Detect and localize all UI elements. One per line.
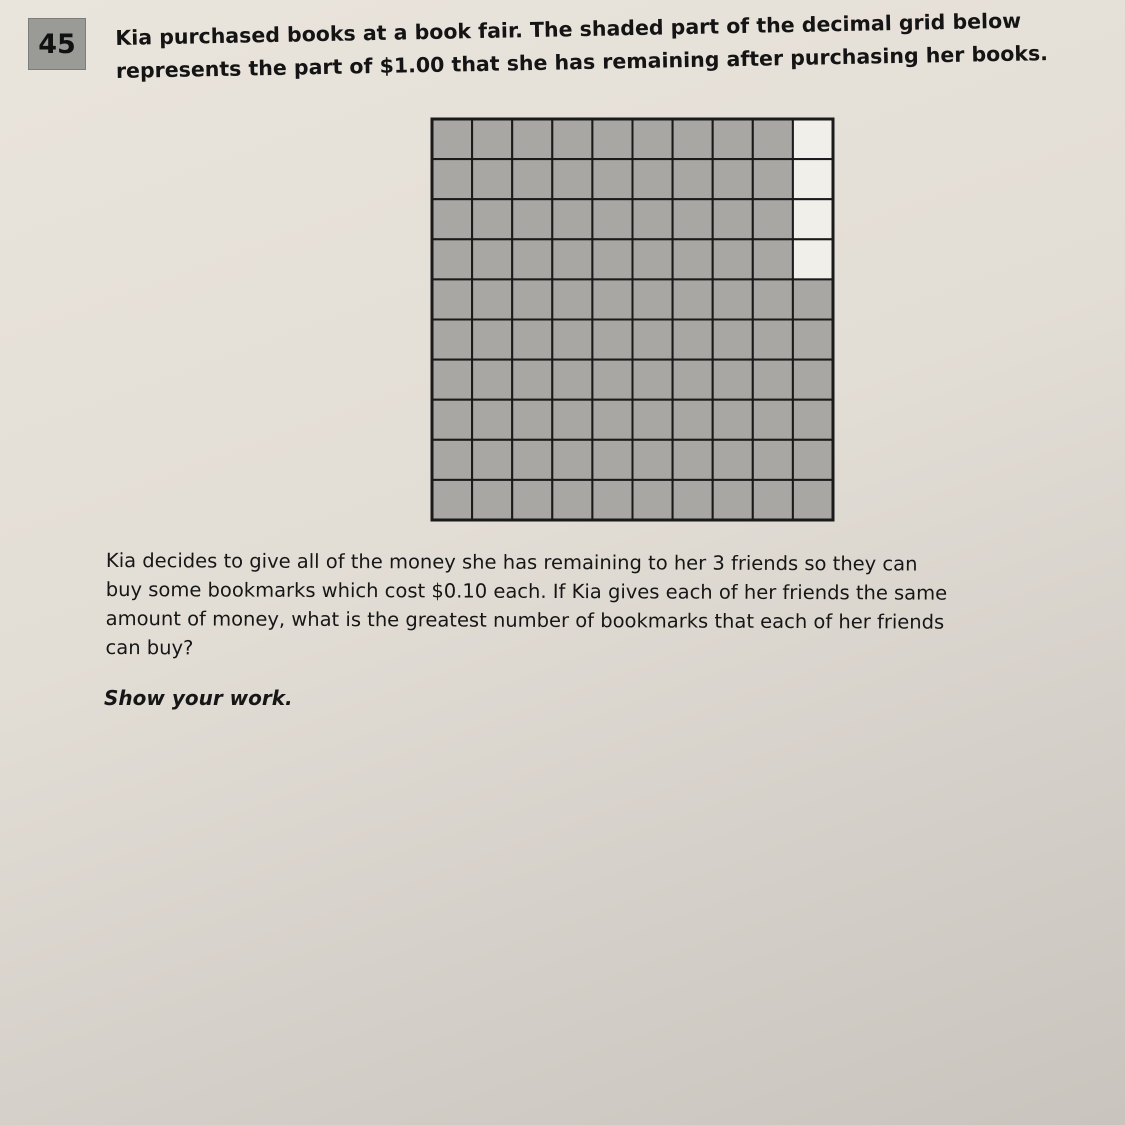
grid-square-shaded bbox=[592, 279, 632, 319]
grid-square-shaded bbox=[472, 239, 512, 279]
grid-square-shaded bbox=[552, 199, 592, 239]
grid-square-shaded bbox=[472, 119, 512, 159]
grid-square-shaded bbox=[793, 279, 833, 319]
grid-square-shaded bbox=[432, 400, 472, 440]
grid-square-shaded bbox=[793, 440, 833, 480]
grid-square-shaded bbox=[512, 440, 552, 480]
grid-square-shaded bbox=[592, 320, 632, 360]
grid-square-shaded bbox=[472, 360, 512, 400]
question-line: can buy? bbox=[105, 635, 194, 660]
grid-square-shaded bbox=[633, 480, 673, 520]
grid-square-shaded bbox=[592, 440, 632, 480]
grid-square-shaded bbox=[713, 279, 753, 319]
grid-square-shaded bbox=[633, 400, 673, 440]
grid-square-shaded bbox=[512, 199, 552, 239]
grid-square-shaded bbox=[713, 360, 753, 400]
grid-square-shaded bbox=[673, 119, 713, 159]
grid-square-shaded bbox=[673, 400, 713, 440]
grid-square-unshaded bbox=[793, 159, 833, 199]
grid-square-shaded bbox=[552, 360, 592, 400]
grid-square-shaded bbox=[592, 400, 632, 440]
grid-square-unshaded bbox=[793, 239, 833, 279]
grid-square-shaded bbox=[552, 320, 592, 360]
grid-square-shaded bbox=[512, 360, 552, 400]
grid-square-shaded bbox=[633, 279, 673, 319]
grid-square-shaded bbox=[592, 480, 632, 520]
grid-square-shaded bbox=[512, 279, 552, 319]
grid-square-shaded bbox=[793, 320, 833, 360]
grid-square-shaded bbox=[713, 320, 753, 360]
grid-square-shaded bbox=[432, 480, 472, 520]
grid-square-shaded bbox=[633, 199, 673, 239]
grid-square-shaded bbox=[673, 320, 713, 360]
grid-square-shaded bbox=[793, 400, 833, 440]
grid-square-shaded bbox=[472, 480, 512, 520]
grid-square-shaded bbox=[673, 239, 713, 279]
grid-square-shaded bbox=[633, 159, 673, 199]
question-body bbox=[105, 546, 1115, 666]
grid-square-shaded bbox=[673, 199, 713, 239]
grid-square-shaded bbox=[753, 480, 793, 520]
grid-square-shaded bbox=[472, 199, 512, 239]
grid-square-shaded bbox=[633, 119, 673, 159]
grid-square-shaded bbox=[432, 239, 472, 279]
grid-square-shaded bbox=[633, 320, 673, 360]
grid-square-shaded bbox=[552, 440, 592, 480]
grid-square-shaded bbox=[713, 400, 753, 440]
grid-square-shaded bbox=[753, 159, 793, 199]
grid-square-shaded bbox=[633, 239, 673, 279]
grid-square-shaded bbox=[673, 360, 713, 400]
grid-square-shaded bbox=[753, 239, 793, 279]
grid-square-shaded bbox=[512, 480, 552, 520]
intro-line: represents the part of $1.00 that she has remaining after purchasing her books. bbox=[115, 41, 1049, 83]
grid-square-shaded bbox=[552, 279, 592, 319]
grid-square-shaded bbox=[552, 159, 592, 199]
grid-square-shaded bbox=[673, 440, 713, 480]
grid-square-shaded bbox=[432, 159, 472, 199]
grid-square-shaded bbox=[592, 119, 632, 159]
grid-square-shaded bbox=[512, 320, 552, 360]
grid-square-shaded bbox=[592, 159, 632, 199]
grid-square-shaded bbox=[432, 360, 472, 400]
grid-square-shaded bbox=[472, 400, 512, 440]
grid-square-shaded bbox=[552, 480, 592, 520]
grid-square-shaded bbox=[633, 360, 673, 400]
grid-square-shaded bbox=[713, 480, 753, 520]
grid-square-shaded bbox=[472, 320, 512, 360]
grid-square-shaded bbox=[673, 159, 713, 199]
grid-square-shaded bbox=[753, 360, 793, 400]
grid-square-shaded bbox=[713, 159, 753, 199]
question-intro bbox=[115, 4, 1076, 88]
grid-square-shaded bbox=[552, 400, 592, 440]
grid-square-shaded bbox=[592, 360, 632, 400]
grid-square-shaded bbox=[753, 320, 793, 360]
grid-square-shaded bbox=[552, 239, 592, 279]
grid-square-shaded bbox=[713, 199, 753, 239]
grid-square-unshaded bbox=[793, 119, 833, 159]
grid-square-shaded bbox=[753, 119, 793, 159]
grid-square-shaded bbox=[753, 440, 793, 480]
grid-square-unshaded bbox=[793, 199, 833, 239]
question-line: Kia decides to give all of the money she has remaining to her 3 friends so they can bbox=[105, 549, 918, 576]
intro-line: Kia purchased books at a book fair. The shaded part of the decimal grid below bbox=[115, 8, 1022, 50]
question-line: buy some bookmarks which cost $0.10 each. If Kia gives each of her friends the same bbox=[105, 577, 948, 605]
grid-square-shaded bbox=[713, 239, 753, 279]
grid-square-shaded bbox=[793, 360, 833, 400]
grid-square-shaded bbox=[592, 199, 632, 239]
grid-square-shaded bbox=[432, 320, 472, 360]
question-number-badge bbox=[28, 18, 86, 70]
question-line: amount of money, what is the greatest number of bookmarks that each of her friends bbox=[105, 606, 945, 634]
grid-square-shaded bbox=[472, 159, 512, 199]
decimal-grid bbox=[430, 117, 835, 522]
grid-square-shaded bbox=[432, 119, 472, 159]
decimal-grid-svg bbox=[430, 117, 835, 522]
grid-square-shaded bbox=[512, 159, 552, 199]
grid-square-shaded bbox=[673, 480, 713, 520]
grid-square-shaded bbox=[432, 440, 472, 480]
grid-square-shaded bbox=[472, 440, 512, 480]
grid-square-shaded bbox=[552, 119, 592, 159]
grid-square-shaded bbox=[633, 440, 673, 480]
grid-square-shaded bbox=[753, 400, 793, 440]
grid-square-shaded bbox=[432, 199, 472, 239]
grid-square-shaded bbox=[592, 239, 632, 279]
show-work-instruction: Show your work. bbox=[104, 686, 293, 710]
grid-square-shaded bbox=[793, 480, 833, 520]
grid-square-shaded bbox=[432, 279, 472, 319]
grid-square-shaded bbox=[512, 239, 552, 279]
grid-square-shaded bbox=[512, 119, 552, 159]
grid-square-shaded bbox=[753, 279, 793, 319]
grid-square-shaded bbox=[512, 400, 552, 440]
grid-square-shaded bbox=[753, 199, 793, 239]
grid-square-shaded bbox=[713, 119, 753, 159]
grid-square-shaded bbox=[673, 279, 713, 319]
grid-square-shaded bbox=[472, 279, 512, 319]
question-number: 45 bbox=[38, 28, 76, 60]
grid-square-shaded bbox=[713, 440, 753, 480]
